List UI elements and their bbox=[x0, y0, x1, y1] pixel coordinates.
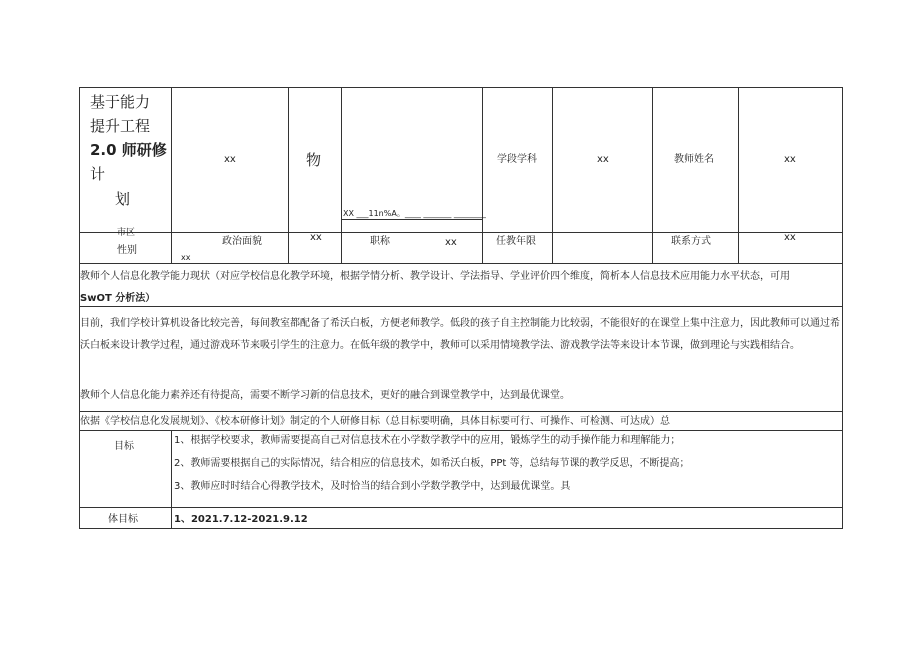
stage-subject-label: 学段学科 bbox=[497, 154, 537, 165]
politics-value: xx bbox=[310, 232, 322, 243]
goals-basis: 依据《学校信息化发展规划》、《校本研修计划》制定的个人研修目标（总目标要明确，具体目标要可行、可操作、可检测、可达成）总 bbox=[80, 416, 670, 427]
status-prompt-line-2: SwOT 分析法） bbox=[80, 293, 156, 304]
goal-item-3: 3、教师应时时结合心得教学技术，及时恰当的结合到小学数学教学中，达到最优课堂。具 bbox=[174, 481, 571, 492]
col-line-2 bbox=[288, 87, 289, 263]
title-value: xx bbox=[445, 237, 457, 248]
goal-col-line-bottom bbox=[171, 507, 172, 528]
plan-title-line-1: 基于能力 bbox=[90, 93, 151, 111]
gender-label: 性别 bbox=[117, 245, 137, 256]
table-border-bottom bbox=[79, 528, 843, 529]
col-line-6 bbox=[652, 87, 653, 263]
col-line-5 bbox=[552, 87, 553, 263]
table-divider-prompt bbox=[79, 306, 843, 307]
politics-label: 政治面貌 bbox=[222, 236, 262, 247]
specific-goals-label: 体目标 bbox=[108, 514, 138, 525]
table-border-left bbox=[79, 87, 80, 529]
goal-item-1: 1、根据学校要求，教师需要提高自己对信息技术在小学数学教学中的应用，锻炼学生的动手操作能力和理解能力； bbox=[174, 435, 681, 446]
table-border-right bbox=[842, 87, 843, 529]
table-border-top bbox=[79, 87, 843, 88]
plan-title-line-4: 计 bbox=[90, 165, 106, 183]
name-value: xx bbox=[224, 154, 236, 165]
goal-item-2: 2、教师需要根据自己的实际情况，结合相应的信息技术，如希沃白板，PPt 等，总结每节课的教学反思，不断提高； bbox=[174, 458, 690, 469]
plan-title-line-3: 2.0 师研修 bbox=[90, 141, 167, 159]
goal-col-line-top bbox=[171, 430, 172, 507]
contact-label: 联系方式 bbox=[671, 236, 711, 247]
goals-label: 目标 bbox=[114, 441, 134, 452]
plan-title-line-2: 提升工程 bbox=[90, 117, 151, 135]
district-label: 市区 bbox=[117, 228, 136, 238]
subject-char: 物 bbox=[306, 151, 322, 169]
years-label: 任教年限 bbox=[496, 236, 536, 247]
stage-subject-value: xx bbox=[597, 154, 609, 165]
table-divider-goal bbox=[79, 430, 843, 431]
col-line-1 bbox=[171, 87, 172, 263]
col-line-7 bbox=[738, 87, 739, 263]
table-divider-status bbox=[79, 263, 843, 264]
col-line-4 bbox=[482, 87, 483, 263]
gender-value: xx bbox=[181, 253, 191, 262]
status-prompt-line-1: 教师个人信息化教学能力现状（对应学校信息化教学环境，根据学情分析、教学设计、学法指导、学业评价四个维度，简析本人信息技术应用能力水平状态，可用 bbox=[80, 271, 790, 282]
cell-underline bbox=[341, 219, 482, 220]
teacher-name-value: xx bbox=[784, 154, 796, 165]
col-line-3 bbox=[341, 87, 342, 263]
contact-value: xx bbox=[784, 232, 796, 243]
plan-title-line-5: 划 bbox=[115, 190, 131, 208]
teacher-name-label: 教师姓名 bbox=[674, 154, 714, 165]
status-note: 教师个人信息化能力素养还有待提高，需要不断学习新的信息技术，更好的融合到课堂教学中，达到最优课堂。 bbox=[80, 390, 570, 401]
specific-goal-item: 1、2021.7.12-2021.9.12 bbox=[174, 514, 308, 525]
table-divider-basis bbox=[79, 411, 843, 412]
table-divider-specific bbox=[79, 507, 843, 508]
garbled-line: XX ___11n%A。____ _______ ________ bbox=[343, 209, 486, 218]
title-label: 职称 bbox=[370, 236, 390, 247]
status-body: 目前，我们学校计算机设备比较完善，每间教室都配备了希沃白板，方便老师教学。低段的孩子自主控制能力比较弱，不能很好的在课堂上集中注意力，因此教师可以通过希沃白板来设计教学过程，通过游戏环节来吸引学生的注意力。在低年级的教学中，教师可以采用情境教学法、游戏教学法等来设计本节课，做到理论与实践相结合。 bbox=[80, 318, 840, 351]
table-divider-info bbox=[79, 232, 843, 233]
